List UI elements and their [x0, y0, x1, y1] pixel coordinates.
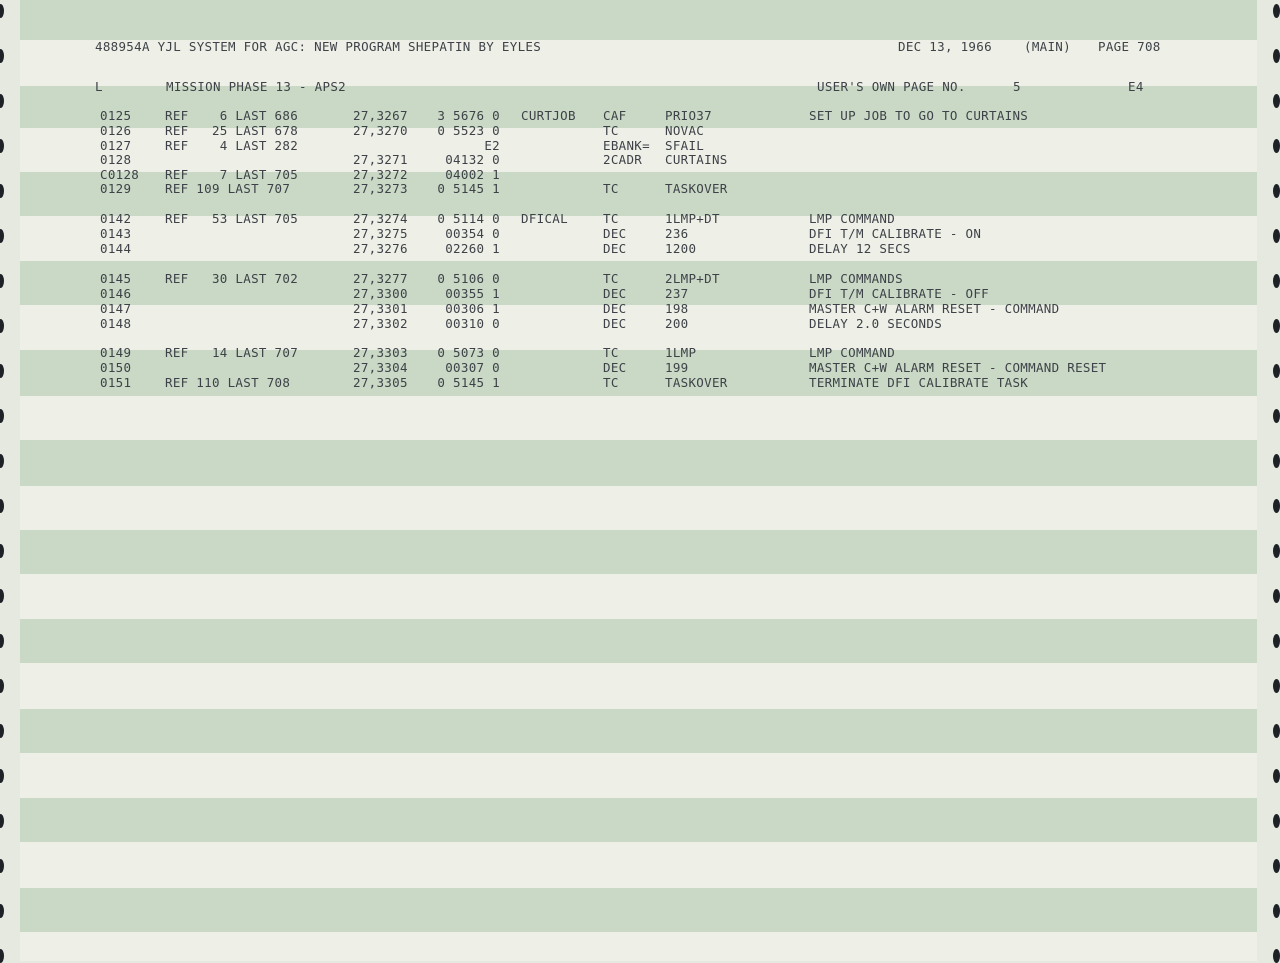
sprocket-hole	[1273, 904, 1280, 918]
sprocket-hole	[0, 319, 4, 333]
row-line-number: 0146	[100, 286, 132, 301]
listing-row	[20, 152, 1257, 167]
row-operand: CURTAINS	[665, 152, 728, 167]
row-line-number: 0125	[100, 108, 132, 123]
sprocket-hole	[0, 724, 4, 738]
row-line-number: C0128	[100, 167, 140, 182]
row-line-number: 0127	[100, 138, 132, 153]
row-comment: SET UP JOB TO GO TO CURTAINS	[809, 108, 1029, 123]
sprocket-hole	[1273, 184, 1280, 198]
header-branch: (MAIN)	[1024, 39, 1071, 54]
row-address: 27,3304	[353, 360, 408, 375]
sprocket-hole	[0, 4, 4, 18]
row-operand: SFAIL	[665, 138, 705, 153]
row-opcode: EBANK=	[603, 138, 650, 153]
sprocket-hole	[1273, 4, 1280, 18]
sprocket-hole	[0, 634, 4, 648]
row-opcode: CAF	[603, 108, 627, 123]
sprocket-hole	[0, 364, 4, 378]
row-address: 27,3275	[353, 226, 408, 241]
listing-row	[20, 211, 1257, 226]
sprocket-hole	[1273, 859, 1280, 873]
row-line-number: 0142	[100, 211, 132, 226]
row-address: 27,3272	[353, 167, 408, 182]
sprocket-hole	[0, 49, 4, 63]
sprocket-hole	[1273, 49, 1280, 63]
subheader-phase: MISSION PHASE 13 - APS2	[166, 79, 346, 94]
sprocket-hole	[0, 589, 4, 603]
green-bar	[20, 709, 1257, 753]
row-comment: DELAY 2.0 SECONDS	[809, 316, 943, 331]
sprocket-hole	[1273, 544, 1280, 558]
row-opcode: TC	[603, 271, 619, 286]
subheader-mark: L	[95, 79, 103, 94]
row-line-number: 0149	[100, 345, 132, 360]
subheader-users-page: USER'S OWN PAGE NO.	[817, 79, 966, 94]
row-octal-word: 00355 1	[445, 286, 500, 301]
row-comment: DFI T/M CALIBRATE - ON	[809, 226, 982, 241]
row-operand: 2LMP+DT	[665, 271, 720, 286]
row-octal-word: 04002 1	[445, 167, 500, 182]
row-operand: 1LMP	[665, 345, 697, 360]
row-opcode: DEC	[603, 226, 627, 241]
listing-row	[20, 316, 1257, 331]
row-opcode: TC	[603, 375, 619, 390]
page-subheader	[20, 79, 1257, 94]
row-address: 27,3273	[353, 181, 408, 196]
row-operand: 198	[665, 301, 689, 316]
row-reference: REF 7 LAST 705	[165, 167, 299, 182]
sprocket-hole	[0, 274, 4, 288]
sprocket-hole	[1273, 139, 1280, 153]
listing-row	[20, 108, 1257, 123]
row-octal-word: 02260 1	[445, 241, 500, 256]
sprocket-hole	[1273, 274, 1280, 288]
sprocket-hole	[0, 409, 4, 423]
sprocket-hole	[1273, 724, 1280, 738]
row-octal-word: 3 5676 0	[437, 108, 500, 123]
row-comment: MASTER C+W ALARM RESET - COMMAND RESET	[809, 360, 1107, 375]
row-line-number: 0126	[100, 123, 132, 138]
sprocket-hole	[1273, 634, 1280, 648]
sprocket-hole	[1273, 679, 1280, 693]
row-operand: 199	[665, 360, 689, 375]
row-reference: REF 53 LAST 705	[165, 211, 299, 226]
row-operand: 1LMP+DT	[665, 211, 720, 226]
row-address: 27,3270	[353, 123, 408, 138]
row-address: 27,3276	[353, 241, 408, 256]
row-octal-word: 0 5073 0	[437, 345, 500, 360]
sprocket-hole	[0, 94, 4, 108]
tractor-feed-left	[0, 0, 14, 961]
row-comment: LMP COMMAND	[809, 345, 896, 360]
sprocket-hole	[1273, 409, 1280, 423]
row-opcode: 2CADR	[603, 152, 643, 167]
row-opcode: DEC	[603, 286, 627, 301]
sprocket-hole	[1273, 94, 1280, 108]
sprocket-hole	[0, 859, 4, 873]
row-address: 27,3301	[353, 301, 408, 316]
header-date: DEC 13, 1966	[898, 39, 992, 54]
row-line-number: 0150	[100, 360, 132, 375]
row-opcode: DEC	[603, 360, 627, 375]
row-octal-word: 04132 0	[445, 152, 500, 167]
sprocket-hole	[1273, 769, 1280, 783]
sprocket-hole	[0, 769, 4, 783]
sprocket-hole	[1273, 319, 1280, 333]
listing-row	[20, 138, 1257, 153]
row-opcode: DEC	[603, 301, 627, 316]
row-address: 27,3271	[353, 152, 408, 167]
row-comment: MASTER C+W ALARM RESET - COMMAND	[809, 301, 1060, 316]
page-header	[20, 39, 1257, 54]
sprocket-hole	[1273, 589, 1280, 603]
row-address: 27,3267	[353, 108, 408, 123]
green-bar	[20, 440, 1257, 486]
row-line-number: 0147	[100, 301, 132, 316]
sprocket-hole	[1273, 454, 1280, 468]
row-line-number: 0128	[100, 152, 132, 167]
row-opcode: TC	[603, 211, 619, 226]
sprocket-hole	[0, 139, 4, 153]
row-line-number: 0143	[100, 226, 132, 241]
printout-sheet	[20, 0, 1257, 961]
listing-row	[20, 286, 1257, 301]
row-opcode: DEC	[603, 241, 627, 256]
row-reference: REF 25 LAST 678	[165, 123, 299, 138]
tractor-feed-right	[1266, 0, 1280, 961]
listing-row	[20, 375, 1257, 390]
row-octal-word: E2	[484, 138, 500, 153]
row-reference: REF 109 LAST 707	[165, 181, 291, 196]
row-line-number: 0144	[100, 241, 132, 256]
row-address: 27,3277	[353, 271, 408, 286]
row-comment: TERMINATE DFI CALIBRATE TASK	[809, 375, 1029, 390]
row-address: 27,3303	[353, 345, 408, 360]
row-reference: REF 110 LAST 708	[165, 375, 291, 390]
row-octal-word: 0 5145 1	[437, 181, 500, 196]
row-operand: TASKOVER	[665, 181, 728, 196]
row-line-number: 0148	[100, 316, 132, 331]
row-octal-word: 00307 0	[445, 360, 500, 375]
listing-row	[20, 345, 1257, 360]
row-operand: 1200	[665, 241, 697, 256]
row-octal-word: 0 5145 1	[437, 375, 500, 390]
green-bar	[20, 798, 1257, 842]
row-address: 27,3305	[353, 375, 408, 390]
row-octal-word: 00310 0	[445, 316, 500, 331]
listing-row	[20, 167, 1257, 182]
row-reference: REF 14 LAST 707	[165, 345, 299, 360]
listing-row	[20, 226, 1257, 241]
sprocket-hole	[0, 184, 4, 198]
row-address: 27,3302	[353, 316, 408, 331]
sprocket-hole	[0, 499, 4, 513]
row-opcode: TC	[603, 345, 619, 360]
sprocket-hole	[0, 904, 4, 918]
row-reference: REF 6 LAST 686	[165, 108, 299, 123]
green-bar	[20, 888, 1257, 932]
sprocket-hole	[0, 814, 4, 828]
subheader-code: E4	[1128, 79, 1144, 94]
listing-row	[20, 360, 1257, 375]
header-title: 488954A YJL SYSTEM FOR AGC: NEW PROGRAM SHEPATIN BY EYLES	[95, 39, 542, 54]
sprocket-hole	[1273, 364, 1280, 378]
sprocket-hole	[1273, 499, 1280, 513]
subheader-users-page-num: 5	[1013, 79, 1021, 94]
green-bar	[20, 619, 1257, 663]
sprocket-hole	[0, 454, 4, 468]
header-page: PAGE 708	[1098, 39, 1161, 54]
row-operand: PRIO37	[665, 108, 712, 123]
row-address: 27,3300	[353, 286, 408, 301]
row-line-number: 0145	[100, 271, 132, 286]
sprocket-hole	[0, 544, 4, 558]
row-reference: REF 30 LAST 702	[165, 271, 299, 286]
row-opcode: DEC	[603, 316, 627, 331]
row-line-number: 0151	[100, 375, 132, 390]
green-bar	[20, 0, 1257, 40]
sprocket-hole	[1273, 814, 1280, 828]
row-opcode: TC	[603, 181, 619, 196]
row-octal-word: 00354 0	[445, 226, 500, 241]
row-octal-word: 00306 1	[445, 301, 500, 316]
row-reference: REF 4 LAST 282	[165, 138, 299, 153]
green-bar	[20, 530, 1257, 574]
row-address: 27,3274	[353, 211, 408, 226]
row-octal-word: 0 5523 0	[437, 123, 500, 138]
listing-row	[20, 181, 1257, 196]
row-label: DFICAL	[521, 211, 568, 226]
row-comment: LMP COMMAND	[809, 211, 896, 226]
row-operand: NOVAC	[665, 123, 705, 138]
row-octal-word: 0 5106 0	[437, 271, 500, 286]
sprocket-hole	[0, 679, 4, 693]
row-opcode: TC	[603, 123, 619, 138]
row-operand: TASKOVER	[665, 375, 728, 390]
listing-row	[20, 301, 1257, 316]
listing-row	[20, 241, 1257, 256]
sprocket-hole	[1273, 229, 1280, 243]
sprocket-hole	[0, 229, 4, 243]
row-operand: 200	[665, 316, 689, 331]
row-octal-word: 0 5114 0	[437, 211, 500, 226]
row-operand: 237	[665, 286, 689, 301]
row-operand: 236	[665, 226, 689, 241]
row-label: CURTJOB	[521, 108, 576, 123]
row-line-number: 0129	[100, 181, 132, 196]
row-comment: DELAY 12 SECS	[809, 241, 911, 256]
listing-row	[20, 271, 1257, 286]
row-comment: DFI T/M CALIBRATE - OFF	[809, 286, 989, 301]
row-comment: LMP COMMANDS	[809, 271, 903, 286]
listing-row	[20, 123, 1257, 138]
